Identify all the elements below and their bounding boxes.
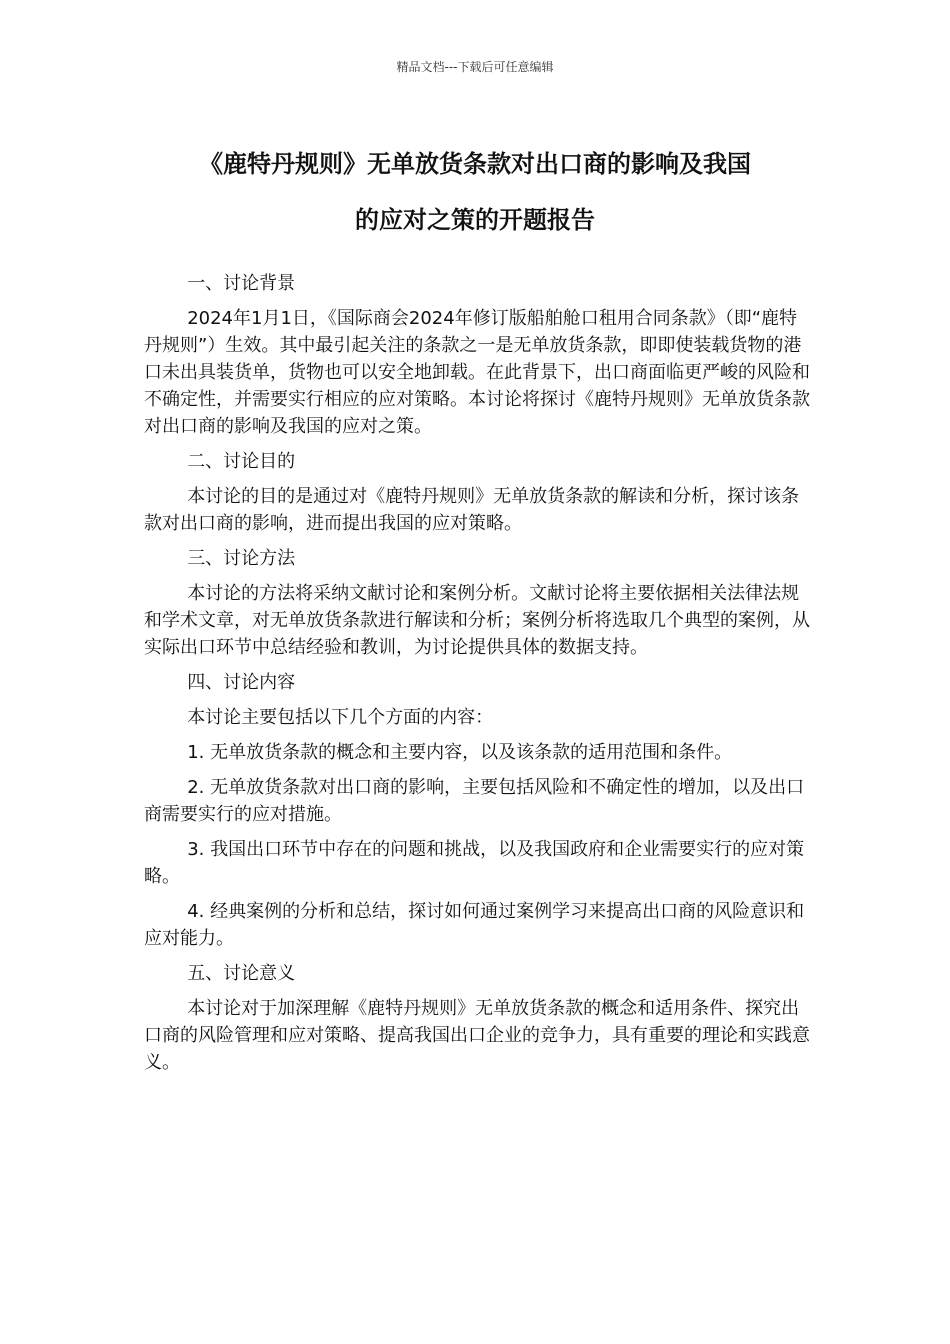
paragraph-significance: 本讨论对于加深理解《鹿特丹规则》无单放货条款的概念和适用条件、探究出口商的风险管理和应对策略、提高我国出口企业的竞争力，具有重要的理论和实践意义。 bbox=[144, 998, 810, 1073]
list-item-2: 2. 无单放货条款对出口商的影响，主要包括风险和不确定性的增加，以及出口商需要实行的应对措施。 bbox=[144, 777, 805, 825]
paragraph-content-intro: 本讨论主要包括以下几个方面的内容： bbox=[187, 707, 494, 728]
header-note: 精品文档---下载后可任意编辑 bbox=[396, 60, 554, 74]
list-item-3: 3. 我国出口环节中存在的问题和挑战，以及我国政府和企业需要实行的应对策略。 bbox=[144, 839, 805, 887]
document-title bbox=[120, 136, 830, 248]
document-body bbox=[144, 270, 810, 1084]
section-heading-purpose: 二、讨论目的 bbox=[187, 451, 296, 472]
list-item-4: 4. 经典案例的分析和总结，探讨如何通过案例学习来提高出口商的风险意识和应对能力。 bbox=[144, 901, 805, 949]
paragraph-background: 2024年1月1日，《国际商会2024年修订版船舶舱口租用合同条款》（即“鹿特丹规则”）生效。其中最引起关注的条款之一是无单放货条款，即即使装载货物的港口未出具装货单，货物也可以安全地卸载。在此背景下，出口商面临更严峻的风险和不确定性，并需要实行相应的应对策略。本讨论将探讨《鹿特丹规则》无单放货条款对出口商的影响及我国的应对之策。 bbox=[144, 308, 810, 437]
section-heading-background: 一、讨论背景 bbox=[187, 273, 296, 294]
section-heading-content: 四、讨论内容 bbox=[187, 672, 296, 693]
section-heading-method: 三、讨论方法 bbox=[187, 548, 296, 569]
paragraph-purpose: 本讨论的目的是通过对《鹿特丹规则》无单放货条款的解读和分析，探讨该条款对出口商的影响，进而提出我国的应对策略。 bbox=[144, 486, 800, 534]
title-line-1: 《鹿特丹规则》无单放货条款对出口商的影响及我国 bbox=[199, 150, 751, 178]
list-item-1: 1. 无单放货条款的概念和主要内容，以及该条款的适用范围和条件。 bbox=[187, 742, 733, 763]
title-line-2: 的应对之策的开题报告 bbox=[355, 206, 595, 234]
section-heading-significance: 五、讨论意义 bbox=[187, 963, 296, 984]
paragraph-method: 本讨论的方法将采纳文献讨论和案例分析。文献讨论将主要依据相关法律法规和学术文章，对无单放货条款进行解读和分析；案例分析将选取几个典型的案例，从实际出口环节中总结经验和教训，为讨论提供具体的数据支持。 bbox=[144, 583, 810, 658]
